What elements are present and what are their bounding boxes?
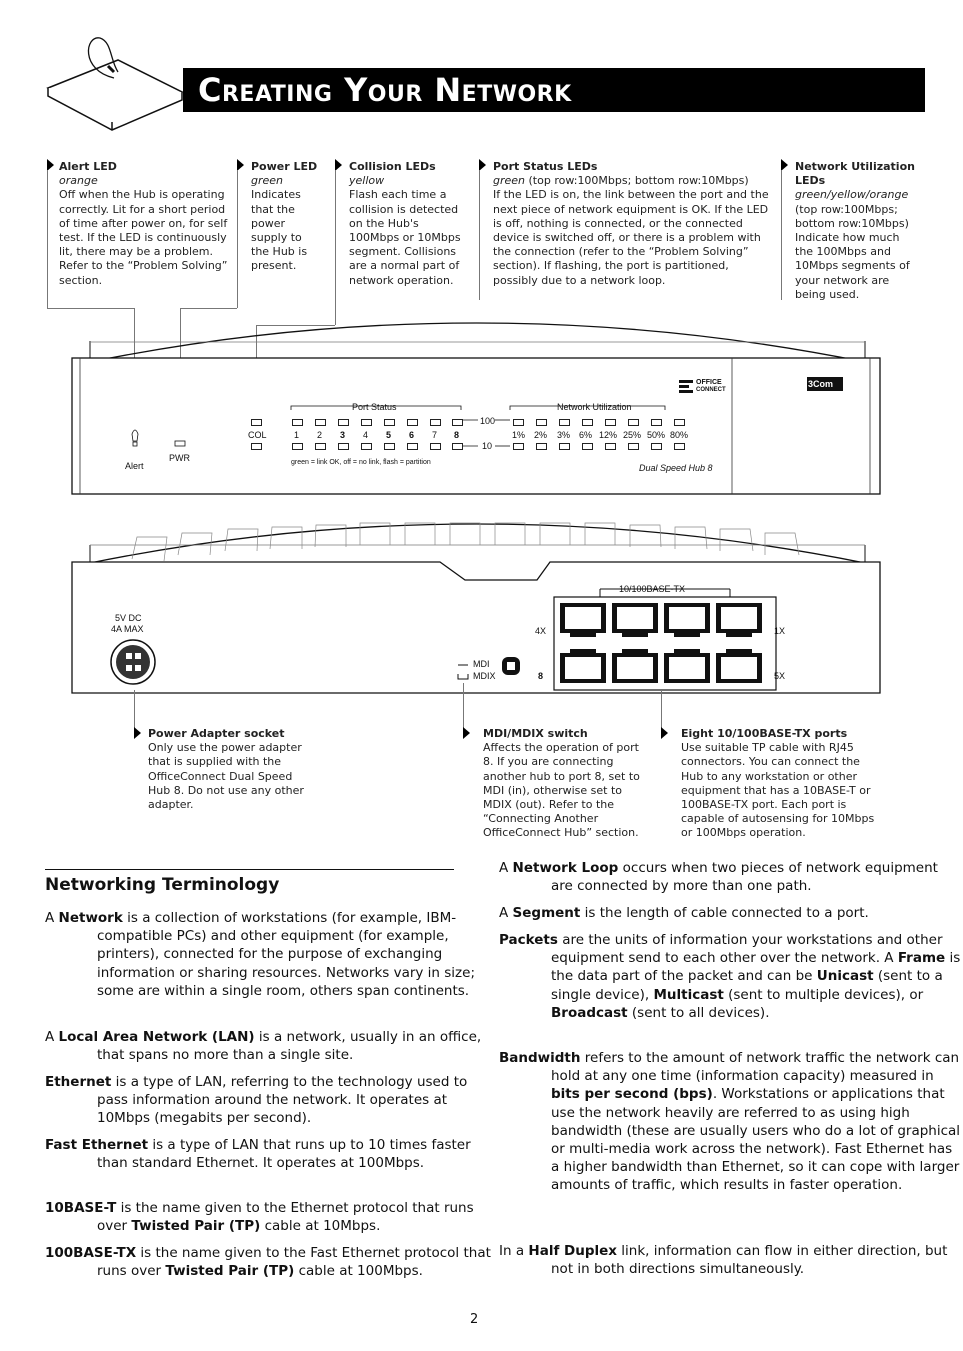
util-percent: 3%: [557, 430, 571, 440]
row-10-label: 10: [482, 441, 493, 451]
port-status-led: [407, 419, 418, 426]
mdi-label: MDI: [473, 659, 490, 669]
port-1x-label: 1X: [774, 626, 786, 636]
term-10base-t: 10BASE-T is the name given to the Ethernet protocol that runs over Twisted Pair (TP) cable at 10Mbps.: [45, 1200, 474, 1235]
brand-connect: CONNECT: [696, 387, 726, 393]
callout-arrow: [335, 159, 342, 171]
port-status-led: [292, 443, 303, 450]
term-bandwidth: Bandwidth refers to the amount of network traffic the network can hold at any one time (information capacity) measured in bits per second (bps). Workstations or applications that use the network heavily are referred to as using high bandwidth (these are usually users who do a lot of graphical or multi-media work across the network). Fast Ethernet has a higher bandwidth than Ethernet, so it can cope with larger amounts of traffic, which results in faster operation.: [499, 1050, 961, 1194]
port-status-led: [430, 419, 441, 426]
util-percent: 25%: [623, 430, 642, 440]
term-segment: A Segment is the length of cable connected to a port.: [499, 905, 869, 921]
utilization-led: [651, 443, 662, 450]
collision-led-10: [251, 443, 262, 450]
callout-power-led: Power LED green Indicates that the power supply to the Hub is present.: [251, 160, 318, 273]
term-100base-tx: 100BASE-TX is the name given to the Fast Ethernet protocol that runs over Twisted Pair (TP) cable at 100Mbps.: [45, 1245, 491, 1280]
callout-mdi-switch: MDI/MDIX switch Affects the operation of port 8. If you are connecting another hub to port 8, set to MDI (in), otherwise set to MDIX (out). Refer to the “Connecting Another OfficeConnect Hub” section.: [483, 727, 640, 840]
callout-arrow: [47, 159, 54, 171]
callout-arrow: [463, 727, 470, 739]
utilization-led: [559, 443, 570, 450]
util-percent: 2%: [534, 430, 548, 440]
callout-arrow: [134, 727, 141, 739]
port-status-led: [430, 443, 441, 450]
port-status-led: [361, 443, 372, 450]
led-legend: green = link OK, off = no link, flash = partition: [291, 459, 431, 466]
callout-network-utilization-leds: Network Utilization LEDs green/yellow/orange (top row:100Mbps; bottom row:10Mbps) Indicate how much the 100Mbps and 10Mbps segments of your network are being used.: [795, 160, 915, 301]
brand-3com: 3Com: [808, 379, 834, 389]
model-name: Dual Speed Hub 8: [639, 463, 713, 473]
utilization-led: [605, 419, 616, 426]
utilization-led: [536, 443, 547, 450]
port-number: 7: [432, 430, 438, 440]
port-number: 1: [294, 430, 300, 440]
port-8-label: 8: [538, 671, 544, 681]
network-hub-icon: [40, 30, 190, 130]
util-percent: 50%: [647, 430, 666, 440]
utilization-led: [651, 419, 662, 426]
port-status-led: [361, 419, 372, 426]
utilization-led: [628, 419, 639, 426]
port-status-led: [407, 443, 418, 450]
port-status-led: [315, 443, 326, 450]
port-status-led: [292, 419, 303, 426]
port-number: 3: [340, 430, 346, 440]
dc-rating-line1: 5V DC: [115, 613, 142, 623]
hub-front-panel: [70, 296, 882, 496]
callout-arrow: [661, 727, 668, 739]
alert-label: Alert: [125, 461, 144, 471]
util-percent: 12%: [599, 430, 618, 440]
term-network-loop: A Network Loop occurs when two pieces of network equipment are connected by more than one path.: [499, 860, 938, 895]
utilization-led: [582, 419, 593, 426]
mdix-label: MDIX: [473, 671, 496, 681]
utilization-led: [628, 443, 639, 450]
section-title: Networking Terminology: [45, 875, 280, 895]
utilization-led: [674, 443, 685, 450]
term-network: A Network is a collection of workstations (for example, IBM-compatible PCs) and other equipment (for example, printers), connected for the purpose of exchanging information or sharing resources. Networks vary in size; some are within a single room, others span continents.: [45, 910, 475, 999]
callout-power-adapter: Power Adapter socket Only use the power adapter that is supplied with the OfficeConnect Dual Speed Hub 8. Do not use any other adapter.: [148, 727, 304, 812]
term-ethernet: Ethernet is a type of LAN, referring to the technology used to pass information around the network. It operates at 10Mbps (megabits per second).: [45, 1074, 468, 1127]
port-status-led: [338, 419, 349, 426]
brand-office: OFFICE: [696, 379, 722, 386]
port-number: 5: [386, 430, 392, 440]
callout-collision-leds: Collision LEDs yellow Flash each time a collision is detected on the Hub's 100Mbps or 10Mbps segment. Collisions are a normal part of network operation.: [349, 160, 461, 287]
callout-rj45-ports: Eight 10/100BASE-TX ports Use suitable TP cable with RJ45 connectors. You can connect the Hub to any workstation or other equipment that has a 10BASE-T or 100BASE-TX port. Each port is capable of autosensing for 10Mbps or 100Mbps operation.: [681, 727, 875, 840]
port-status-led: [384, 419, 395, 426]
callout-port-status-leds: Port Status LEDs green (top row:100Mbps; bottom row:10Mbps) If the LED is on, the link between the port and the next piece of network equipment is OK. If the LED is off, nothing is connected, or the connected device is switched off, or there is a problem with the connection (refer to the “Problem Solving” section). If flashing, the port is partitioned, possibly due to a network loop.: [493, 160, 769, 287]
callout-alert-led: Alert LED orange Off when the Hub is operating correctly. Lit for a short period of time after power on, for self test. If the LED is continuously lit, there may be a problem. Refer to the “Problem Solving” section.: [59, 160, 228, 287]
port-status-led: [384, 443, 395, 450]
pwr-label: PWR: [169, 453, 190, 463]
port-status-led: [338, 443, 349, 450]
page-number: 2: [470, 1312, 479, 1327]
util-percent: 6%: [579, 430, 593, 440]
port-number: 6: [409, 430, 415, 440]
callout-arrow: [237, 159, 244, 171]
util-percent: 80%: [670, 430, 689, 440]
utilization-led: [582, 443, 593, 450]
callout-arrow: [781, 159, 788, 171]
port-status-led: [452, 419, 463, 426]
port-status-label: Port Status: [352, 402, 397, 412]
utilization-led: [513, 419, 524, 426]
ports-label: 10/100BASE-TX: [619, 584, 686, 594]
port-5x-label: 5X: [774, 671, 786, 681]
port-number: 8: [454, 430, 460, 440]
network-utilization-label: Network Utilization: [557, 402, 632, 412]
port-status-led: [315, 419, 326, 426]
util-percent: 1%: [512, 430, 526, 440]
col-label: COL: [248, 430, 267, 440]
utilization-led: [536, 419, 547, 426]
utilization-led: [605, 443, 616, 450]
term-packets: Packets are the units of information your workstations and other equipment send to each other over the network. A Frame is the data part of the packet and can be Unicast (sent to a single device), Multicast (sent to multiple devices), or Broadcast (sent to all devices).: [499, 932, 961, 1021]
term-fast-ethernet: Fast Ethernet is a type of LAN that runs up to 10 times faster than standard Ethernet. It operates at 100Mbps.: [45, 1137, 471, 1172]
port-4x-label: 4X: [535, 626, 547, 636]
utilization-led: [513, 443, 524, 450]
port-number: 2: [317, 430, 323, 440]
row-100-label: 100: [480, 416, 496, 426]
port-number: 4: [363, 430, 369, 440]
utilization-led: [674, 419, 685, 426]
callout-arrow: [479, 159, 486, 171]
port-status-led: [452, 443, 463, 450]
dc-rating-line2: 4A MAX: [111, 624, 144, 634]
term-lan: A Local Area Network (LAN) is a network, usually in an office, that spans no more than a single site.: [45, 1029, 482, 1064]
utilization-led: [559, 419, 570, 426]
collision-led-100: [251, 419, 262, 426]
term-half-duplex: In a Half Duplex link, information can flow in either direction, but not in both directions simultaneously.: [499, 1243, 948, 1278]
page-title: Creating Your Network: [198, 71, 572, 109]
